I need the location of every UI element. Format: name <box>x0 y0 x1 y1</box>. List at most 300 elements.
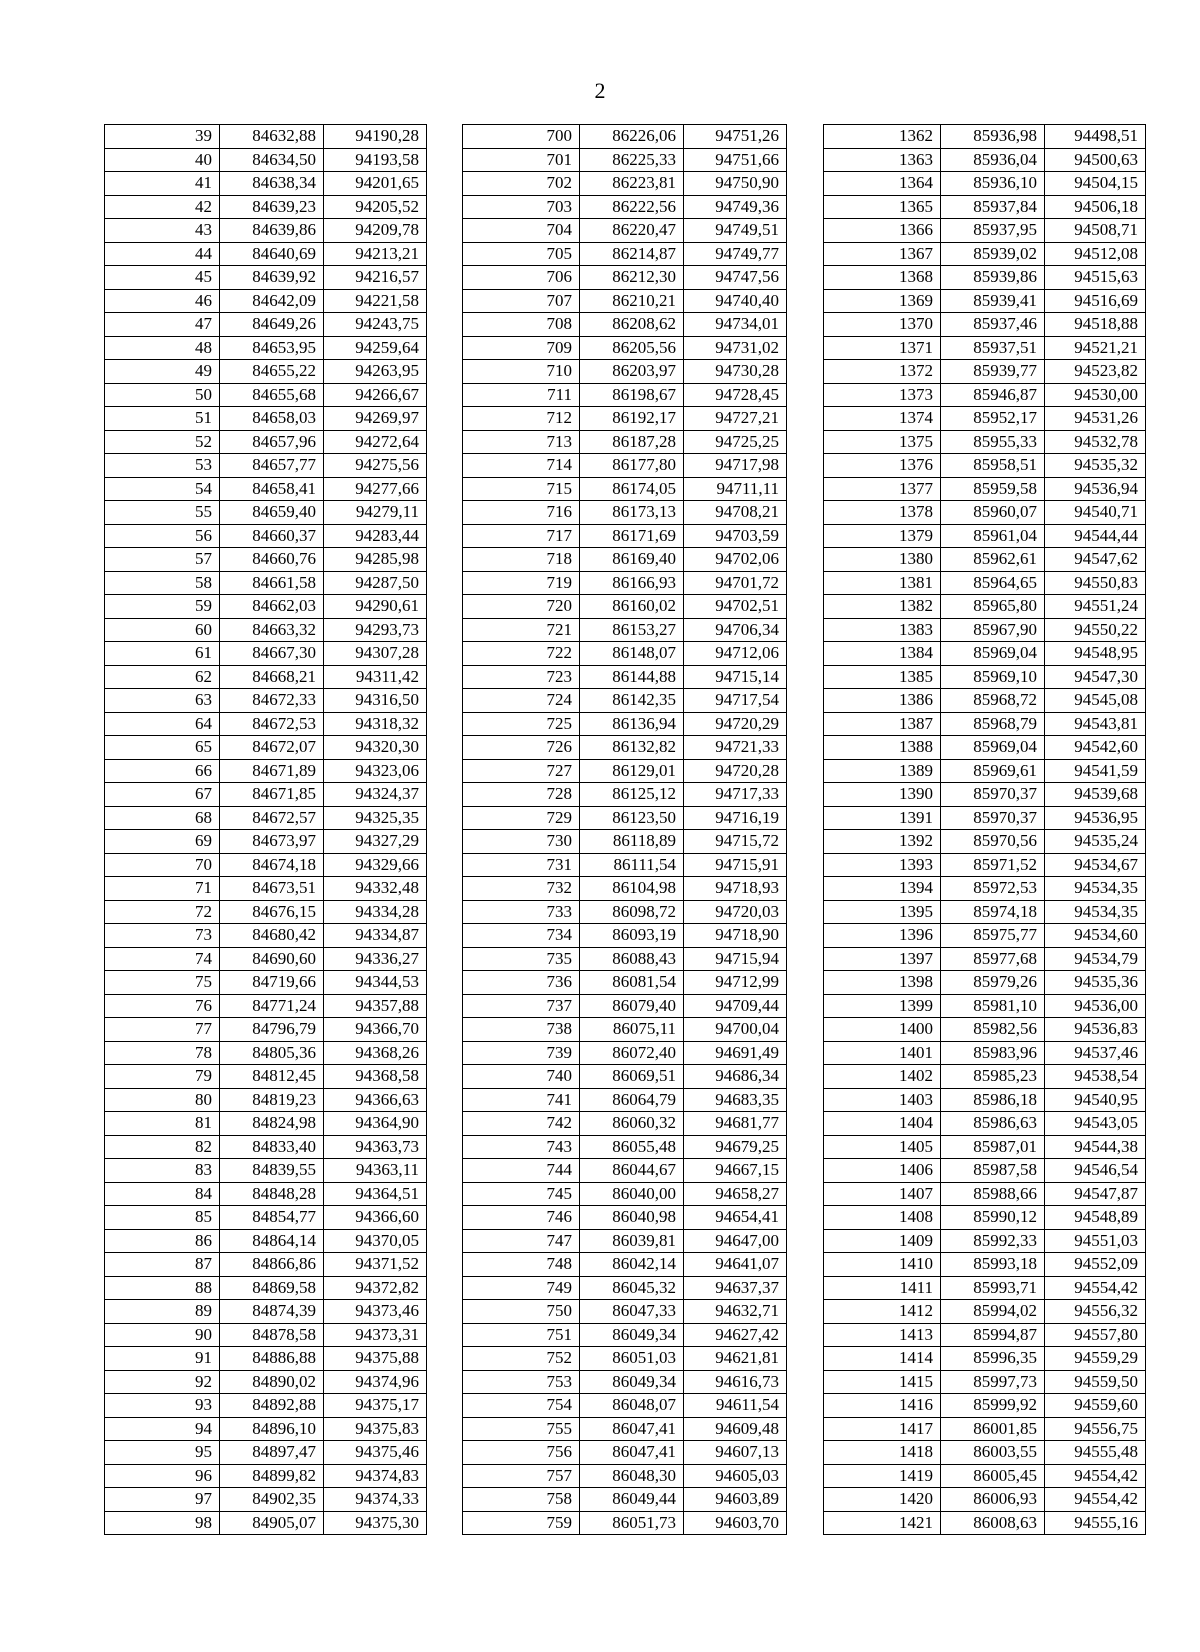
table-row <box>824 336 1146 360</box>
point-number-cell: 1406 <box>824 1159 941 1183</box>
point-number-cell: 1411 <box>824 1276 941 1300</box>
point-number-cell: 1394 <box>824 877 941 901</box>
point-number-cell: 47 <box>105 313 220 337</box>
point-number-cell: 94 <box>105 1417 220 1441</box>
point-number-cell: 1385 <box>824 665 941 689</box>
point-number-cell: 717 <box>463 524 580 548</box>
y-coordinate-cell: 94543,05 <box>1045 1112 1146 1136</box>
point-number-cell: 730 <box>463 830 580 854</box>
x-coordinate-cell: 85986,63 <box>941 1112 1045 1136</box>
point-number-cell: 39 <box>105 125 220 149</box>
table-row <box>463 924 787 948</box>
point-number-cell: 727 <box>463 759 580 783</box>
table-row <box>463 148 787 172</box>
point-number-cell: 1399 <box>824 994 941 1018</box>
table-row <box>824 1253 1146 1277</box>
y-coordinate-cell: 94545,08 <box>1045 689 1146 713</box>
x-coordinate-cell: 84655,22 <box>220 360 324 384</box>
table-row <box>105 806 427 830</box>
x-coordinate-cell: 86055,48 <box>580 1135 684 1159</box>
x-coordinate-cell: 86040,00 <box>580 1182 684 1206</box>
x-coordinate-cell: 85937,51 <box>941 336 1045 360</box>
point-number-cell: 736 <box>463 971 580 995</box>
point-number-cell: 1419 <box>824 1464 941 1488</box>
table-row <box>824 1065 1146 1089</box>
y-coordinate-cell: 94728,45 <box>684 383 787 407</box>
table-row <box>824 501 1146 525</box>
point-number-cell: 1403 <box>824 1088 941 1112</box>
x-coordinate-cell: 84639,92 <box>220 266 324 290</box>
y-coordinate-cell: 94734,01 <box>684 313 787 337</box>
y-coordinate-cell: 94508,71 <box>1045 219 1146 243</box>
point-number-cell: 1418 <box>824 1441 941 1465</box>
table-row <box>463 195 787 219</box>
y-coordinate-cell: 94547,62 <box>1045 548 1146 572</box>
table-row <box>105 618 427 642</box>
x-coordinate-cell: 85958,51 <box>941 454 1045 478</box>
x-coordinate-cell: 84869,58 <box>220 1276 324 1300</box>
point-number-cell: 1389 <box>824 759 941 783</box>
x-coordinate-cell: 86049,44 <box>580 1488 684 1512</box>
y-coordinate-cell: 94216,57 <box>324 266 427 290</box>
point-number-cell: 1413 <box>824 1323 941 1347</box>
x-coordinate-cell: 85994,87 <box>941 1323 1045 1347</box>
x-coordinate-cell: 84886,88 <box>220 1347 324 1371</box>
x-coordinate-cell: 85952,17 <box>941 407 1045 431</box>
x-coordinate-cell: 85972,53 <box>941 877 1045 901</box>
y-coordinate-cell: 94344,53 <box>324 971 427 995</box>
y-coordinate-cell: 94531,26 <box>1045 407 1146 431</box>
y-coordinate-cell: 94318,32 <box>324 712 427 736</box>
x-coordinate-cell: 84642,09 <box>220 289 324 313</box>
y-coordinate-cell: 94717,98 <box>684 454 787 478</box>
y-coordinate-cell: 94287,50 <box>324 571 427 595</box>
x-coordinate-cell: 86123,50 <box>580 806 684 830</box>
table-row <box>824 524 1146 548</box>
x-coordinate-cell: 84854,77 <box>220 1206 324 1230</box>
table-row <box>463 266 787 290</box>
point-number-cell: 57 <box>105 548 220 572</box>
x-coordinate-cell: 85936,10 <box>941 172 1045 196</box>
x-coordinate-cell: 85968,79 <box>941 712 1045 736</box>
point-number-cell: 759 <box>463 1511 580 1535</box>
point-number-cell: 68 <box>105 806 220 830</box>
y-coordinate-cell: 94686,34 <box>684 1065 787 1089</box>
point-number-cell: 1396 <box>824 924 941 948</box>
table-row <box>463 360 787 384</box>
y-coordinate-cell: 94552,09 <box>1045 1253 1146 1277</box>
x-coordinate-cell: 84663,32 <box>220 618 324 642</box>
x-coordinate-cell: 86203,97 <box>580 360 684 384</box>
table-row <box>463 571 787 595</box>
table-row <box>105 689 427 713</box>
table-row <box>463 242 787 266</box>
point-number-cell: 713 <box>463 430 580 454</box>
y-coordinate-cell: 94366,63 <box>324 1088 427 1112</box>
x-coordinate-cell: 84819,23 <box>220 1088 324 1112</box>
point-number-cell: 42 <box>105 195 220 219</box>
y-coordinate-cell: 94221,58 <box>324 289 427 313</box>
table-row <box>105 830 427 854</box>
table-row <box>463 1300 787 1324</box>
x-coordinate-cell: 84848,28 <box>220 1182 324 1206</box>
y-coordinate-cell: 94538,54 <box>1045 1065 1146 1089</box>
x-coordinate-cell: 86220,47 <box>580 219 684 243</box>
y-coordinate-cell: 94702,51 <box>684 595 787 619</box>
y-coordinate-cell: 94375,30 <box>324 1511 427 1535</box>
y-coordinate-cell: 94700,04 <box>684 1018 787 1042</box>
table-row <box>463 947 787 971</box>
x-coordinate-cell: 86060,32 <box>580 1112 684 1136</box>
y-coordinate-cell: 94372,82 <box>324 1276 427 1300</box>
table-row <box>463 712 787 736</box>
point-number-cell: 711 <box>463 383 580 407</box>
y-coordinate-cell: 94290,61 <box>324 595 427 619</box>
point-number-cell: 82 <box>105 1135 220 1159</box>
table-row <box>105 759 427 783</box>
table-row <box>824 783 1146 807</box>
table-row <box>105 548 427 572</box>
point-number-cell: 1367 <box>824 242 941 266</box>
x-coordinate-cell: 86081,54 <box>580 971 684 995</box>
table-row <box>105 383 427 407</box>
table-row <box>824 1041 1146 1065</box>
point-number-cell: 81 <box>105 1112 220 1136</box>
point-number-cell: 80 <box>105 1088 220 1112</box>
x-coordinate-cell: 85955,33 <box>941 430 1045 454</box>
table-row <box>463 1065 787 1089</box>
x-coordinate-cell: 85975,77 <box>941 924 1045 948</box>
table-row <box>824 1229 1146 1253</box>
y-coordinate-cell: 94658,27 <box>684 1182 787 1206</box>
table-row <box>463 1041 787 1065</box>
y-coordinate-cell: 94277,66 <box>324 477 427 501</box>
y-coordinate-cell: 94708,21 <box>684 501 787 525</box>
y-coordinate-cell: 94283,44 <box>324 524 427 548</box>
point-number-cell: 46 <box>105 289 220 313</box>
table-row <box>463 172 787 196</box>
table-row <box>105 1276 427 1300</box>
x-coordinate-cell: 86005,45 <box>941 1464 1045 1488</box>
table-row <box>824 1441 1146 1465</box>
point-number-cell: 1401 <box>824 1041 941 1065</box>
y-coordinate-cell: 94551,24 <box>1045 595 1146 619</box>
point-number-cell: 719 <box>463 571 580 595</box>
point-number-cell: 1388 <box>824 736 941 760</box>
table-row <box>824 1159 1146 1183</box>
y-coordinate-cell: 94205,52 <box>324 195 427 219</box>
table-row <box>105 994 427 1018</box>
table-row <box>824 571 1146 595</box>
x-coordinate-cell: 85987,01 <box>941 1135 1045 1159</box>
table-row <box>105 947 427 971</box>
x-coordinate-cell: 86047,41 <box>580 1441 684 1465</box>
point-number-cell: 75 <box>105 971 220 995</box>
y-coordinate-cell: 94536,94 <box>1045 477 1146 501</box>
point-number-cell: 705 <box>463 242 580 266</box>
y-coordinate-cell: 94530,00 <box>1045 383 1146 407</box>
table-row <box>463 1159 787 1183</box>
x-coordinate-cell: 86111,54 <box>580 853 684 877</box>
point-number-cell: 54 <box>105 477 220 501</box>
point-number-cell: 1369 <box>824 289 941 313</box>
table-row <box>105 1441 427 1465</box>
x-coordinate-cell: 85969,10 <box>941 665 1045 689</box>
y-coordinate-cell: 94534,35 <box>1045 900 1146 924</box>
table-row <box>463 383 787 407</box>
point-number-cell: 98 <box>105 1511 220 1535</box>
table-row <box>463 1018 787 1042</box>
x-coordinate-cell: 85970,37 <box>941 783 1045 807</box>
y-coordinate-cell: 94364,51 <box>324 1182 427 1206</box>
table-row <box>105 571 427 595</box>
table-row <box>105 336 427 360</box>
point-number-cell: 1382 <box>824 595 941 619</box>
point-number-cell: 1390 <box>824 783 941 807</box>
point-number-cell: 96 <box>105 1464 220 1488</box>
x-coordinate-cell: 86223,81 <box>580 172 684 196</box>
table-row <box>824 642 1146 666</box>
y-coordinate-cell: 94749,36 <box>684 195 787 219</box>
x-coordinate-cell: 84638,34 <box>220 172 324 196</box>
x-coordinate-cell: 85993,71 <box>941 1276 1045 1300</box>
y-coordinate-cell: 94548,95 <box>1045 642 1146 666</box>
table-row <box>463 1088 787 1112</box>
table-row <box>463 477 787 501</box>
table-row <box>105 877 427 901</box>
x-coordinate-cell: 84833,40 <box>220 1135 324 1159</box>
table-row <box>824 1276 1146 1300</box>
table-row <box>463 1229 787 1253</box>
table-row <box>824 618 1146 642</box>
y-coordinate-cell: 94259,64 <box>324 336 427 360</box>
y-coordinate-cell: 94324,37 <box>324 783 427 807</box>
point-number-cell: 1387 <box>824 712 941 736</box>
y-coordinate-cell: 94611,54 <box>684 1394 787 1418</box>
table-row <box>463 806 787 830</box>
table-row <box>824 242 1146 266</box>
point-number-cell: 93 <box>105 1394 220 1418</box>
point-number-cell: 72 <box>105 900 220 924</box>
x-coordinate-cell: 86008,63 <box>941 1511 1045 1535</box>
point-number-cell: 41 <box>105 172 220 196</box>
x-coordinate-cell: 85937,95 <box>941 219 1045 243</box>
y-coordinate-cell: 94498,51 <box>1045 125 1146 149</box>
table-row <box>105 430 427 454</box>
table-row <box>824 1417 1146 1441</box>
point-number-cell: 753 <box>463 1370 580 1394</box>
x-coordinate-cell: 84667,30 <box>220 642 324 666</box>
point-number-cell: 1414 <box>824 1347 941 1371</box>
x-coordinate-cell: 85964,65 <box>941 571 1045 595</box>
y-coordinate-cell: 94534,60 <box>1045 924 1146 948</box>
x-coordinate-cell: 84653,95 <box>220 336 324 360</box>
point-number-cell: 718 <box>463 548 580 572</box>
x-coordinate-cell: 84673,97 <box>220 830 324 854</box>
table-row <box>105 125 427 149</box>
coordinates-table-1 <box>104 124 427 1535</box>
table-row <box>463 595 787 619</box>
point-number-cell: 1381 <box>824 571 941 595</box>
table-row <box>824 665 1146 689</box>
y-coordinate-cell: 94554,42 <box>1045 1488 1146 1512</box>
table-row <box>105 266 427 290</box>
y-coordinate-cell: 94209,78 <box>324 219 427 243</box>
table-row <box>105 712 427 736</box>
table-row <box>105 313 427 337</box>
table-row <box>105 853 427 877</box>
point-number-cell: 1410 <box>824 1253 941 1277</box>
point-number-cell: 754 <box>463 1394 580 1418</box>
y-coordinate-cell: 94546,54 <box>1045 1159 1146 1183</box>
y-coordinate-cell: 94544,44 <box>1045 524 1146 548</box>
point-number-cell: 73 <box>105 924 220 948</box>
x-coordinate-cell: 85970,37 <box>941 806 1045 830</box>
y-coordinate-cell: 94621,81 <box>684 1347 787 1371</box>
x-coordinate-cell: 86169,40 <box>580 548 684 572</box>
y-coordinate-cell: 94201,65 <box>324 172 427 196</box>
point-number-cell: 726 <box>463 736 580 760</box>
y-coordinate-cell: 94275,56 <box>324 454 427 478</box>
y-coordinate-cell: 94534,79 <box>1045 947 1146 971</box>
table-row <box>105 195 427 219</box>
x-coordinate-cell: 84824,98 <box>220 1112 324 1136</box>
point-number-cell: 735 <box>463 947 580 971</box>
y-coordinate-cell: 94370,05 <box>324 1229 427 1253</box>
table-row <box>463 1112 787 1136</box>
x-coordinate-cell: 86160,02 <box>580 595 684 619</box>
y-coordinate-cell: 94375,88 <box>324 1347 427 1371</box>
y-coordinate-cell: 94371,52 <box>324 1253 427 1277</box>
table-row <box>105 1112 427 1136</box>
table-row <box>105 1300 427 1324</box>
table-row <box>105 219 427 243</box>
table-row <box>105 1018 427 1042</box>
point-number-cell: 739 <box>463 1041 580 1065</box>
y-coordinate-cell: 94506,18 <box>1045 195 1146 219</box>
x-coordinate-cell: 86192,17 <box>580 407 684 431</box>
x-coordinate-cell: 84812,45 <box>220 1065 324 1089</box>
y-coordinate-cell: 94316,50 <box>324 689 427 713</box>
point-number-cell: 708 <box>463 313 580 337</box>
table-row <box>105 1065 427 1089</box>
point-number-cell: 743 <box>463 1135 580 1159</box>
x-coordinate-cell: 86173,13 <box>580 501 684 525</box>
table-row <box>824 1112 1146 1136</box>
table-row <box>105 1135 427 1159</box>
y-coordinate-cell: 94266,67 <box>324 383 427 407</box>
table-row <box>105 900 427 924</box>
point-number-cell: 1383 <box>824 618 941 642</box>
x-coordinate-cell: 85985,23 <box>941 1065 1045 1089</box>
x-coordinate-cell: 84658,03 <box>220 407 324 431</box>
y-coordinate-cell: 94329,66 <box>324 853 427 877</box>
point-number-cell: 1392 <box>824 830 941 854</box>
point-number-cell: 53 <box>105 454 220 478</box>
point-number-cell: 59 <box>105 595 220 619</box>
point-number-cell: 1397 <box>824 947 941 971</box>
point-number-cell: 70 <box>105 853 220 877</box>
y-coordinate-cell: 94543,81 <box>1045 712 1146 736</box>
point-number-cell: 737 <box>463 994 580 1018</box>
y-coordinate-cell: 94311,42 <box>324 665 427 689</box>
x-coordinate-cell: 84899,82 <box>220 1464 324 1488</box>
table-row <box>824 806 1146 830</box>
x-coordinate-cell: 85994,02 <box>941 1300 1045 1324</box>
point-number-cell: 707 <box>463 289 580 313</box>
y-coordinate-cell: 94751,26 <box>684 125 787 149</box>
y-coordinate-cell: 94721,33 <box>684 736 787 760</box>
point-number-cell: 65 <box>105 736 220 760</box>
x-coordinate-cell: 84672,07 <box>220 736 324 760</box>
x-coordinate-cell: 86003,55 <box>941 1441 1045 1465</box>
x-coordinate-cell: 86088,43 <box>580 947 684 971</box>
table-row <box>824 900 1146 924</box>
table-row <box>463 1488 787 1512</box>
y-coordinate-cell: 94556,75 <box>1045 1417 1146 1441</box>
point-number-cell: 1362 <box>824 125 941 149</box>
point-number-cell: 71 <box>105 877 220 901</box>
y-coordinate-cell: 94607,13 <box>684 1441 787 1465</box>
x-coordinate-cell: 86104,98 <box>580 877 684 901</box>
y-coordinate-cell: 94547,30 <box>1045 665 1146 689</box>
table-row <box>105 1370 427 1394</box>
table-row <box>463 689 787 713</box>
point-number-cell: 756 <box>463 1441 580 1465</box>
point-number-cell: 44 <box>105 242 220 266</box>
point-number-cell: 725 <box>463 712 580 736</box>
y-coordinate-cell: 94720,29 <box>684 712 787 736</box>
point-number-cell: 1380 <box>824 548 941 572</box>
y-coordinate-cell: 94647,00 <box>684 1229 787 1253</box>
point-number-cell: 1404 <box>824 1112 941 1136</box>
point-number-cell: 757 <box>463 1464 580 1488</box>
x-coordinate-cell: 85967,90 <box>941 618 1045 642</box>
table-row <box>463 289 787 313</box>
x-coordinate-cell: 85969,04 <box>941 642 1045 666</box>
table-row <box>824 994 1146 1018</box>
y-coordinate-cell: 94512,08 <box>1045 242 1146 266</box>
table-row <box>463 759 787 783</box>
point-number-cell: 722 <box>463 642 580 666</box>
point-number-cell: 74 <box>105 947 220 971</box>
table-row <box>105 242 427 266</box>
table-row <box>105 360 427 384</box>
table-row <box>824 125 1146 149</box>
table-row <box>105 407 427 431</box>
x-coordinate-cell: 86222,56 <box>580 195 684 219</box>
y-coordinate-cell: 94681,77 <box>684 1112 787 1136</box>
table-row <box>463 313 787 337</box>
y-coordinate-cell: 94537,46 <box>1045 1041 1146 1065</box>
point-number-cell: 1402 <box>824 1065 941 1089</box>
y-coordinate-cell: 94559,60 <box>1045 1394 1146 1418</box>
point-number-cell: 88 <box>105 1276 220 1300</box>
point-number-cell: 755 <box>463 1417 580 1441</box>
table-row <box>463 1276 787 1300</box>
table-row <box>824 736 1146 760</box>
x-coordinate-cell: 86079,40 <box>580 994 684 1018</box>
y-coordinate-cell: 94730,28 <box>684 360 787 384</box>
table-row <box>824 360 1146 384</box>
point-number-cell: 741 <box>463 1088 580 1112</box>
table-row <box>824 1088 1146 1112</box>
table-row <box>824 195 1146 219</box>
table-row <box>824 1206 1146 1230</box>
y-coordinate-cell: 94363,11 <box>324 1159 427 1183</box>
table-row <box>824 430 1146 454</box>
point-number-cell: 700 <box>463 125 580 149</box>
